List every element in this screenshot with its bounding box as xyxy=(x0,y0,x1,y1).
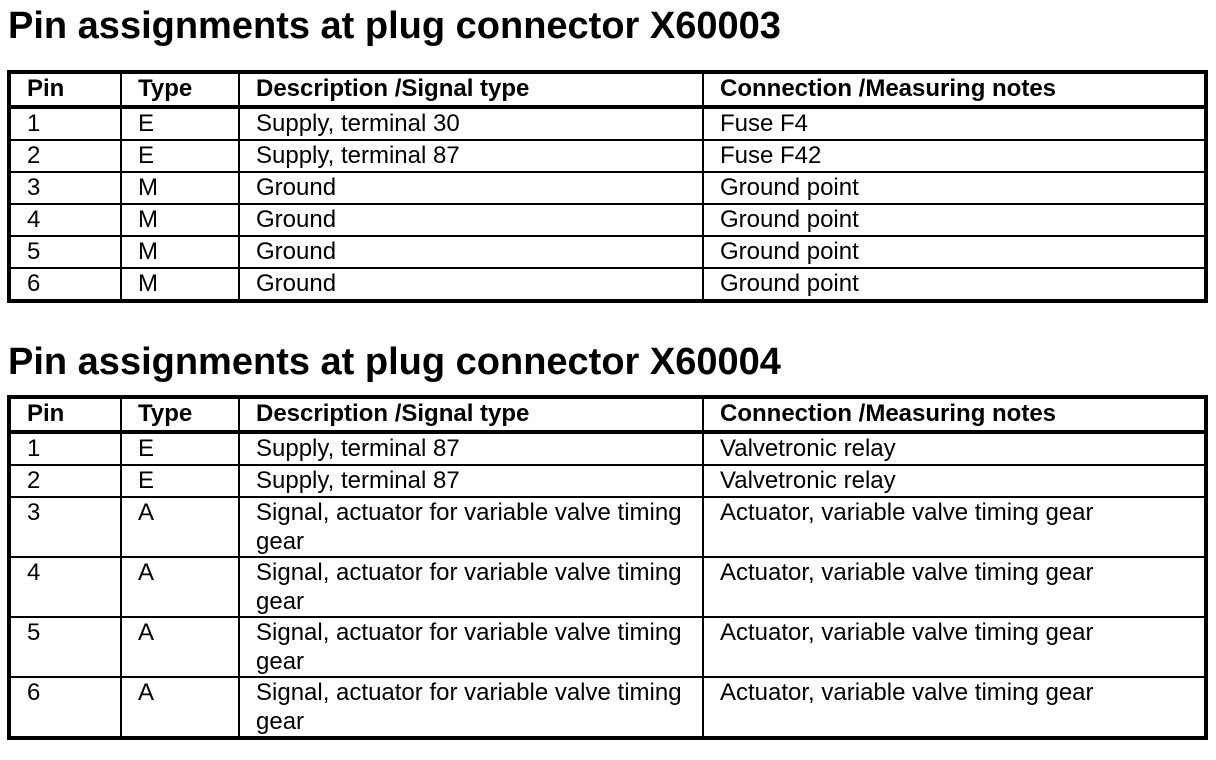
table-row xyxy=(9,107,1206,140)
table-row xyxy=(9,465,1206,497)
cell-type: M xyxy=(121,204,239,236)
column-header-connection: Connection /Measuring notes xyxy=(703,397,1206,432)
pin-table-x60003 xyxy=(7,70,1208,303)
table-row xyxy=(9,204,1206,236)
cell-connection: Actuator, variable valve timing gear xyxy=(703,557,1206,617)
cell-type: A xyxy=(121,677,239,738)
cell-pin: 2 xyxy=(9,465,121,497)
cell-description: Ground xyxy=(239,268,703,301)
table-row xyxy=(9,617,1206,677)
cell-type: E xyxy=(121,465,239,497)
cell-type: E xyxy=(121,107,239,140)
table-row xyxy=(9,677,1206,738)
table-header-row xyxy=(9,72,1206,107)
cell-pin: 1 xyxy=(9,432,121,465)
cell-connection: Actuator, variable valve timing gear xyxy=(703,617,1206,677)
cell-description: Signal, actuator for variable valve timing gear xyxy=(239,497,703,557)
cell-pin: 2 xyxy=(9,140,121,172)
cell-type: A xyxy=(121,557,239,617)
cell-connection: Actuator, variable valve timing gear xyxy=(703,497,1206,557)
cell-connection: Ground point xyxy=(703,268,1206,301)
cell-description: Ground xyxy=(239,172,703,204)
section-title-x60003: Pin assignments at plug connector X60003 xyxy=(8,5,781,47)
cell-connection: Valvetronic relay xyxy=(703,465,1206,497)
cell-connection: Fuse F4 xyxy=(703,107,1206,140)
cell-pin: 6 xyxy=(9,677,121,738)
cell-description: Signal, actuator for variable valve timing gear xyxy=(239,677,703,738)
cell-description: Ground xyxy=(239,236,703,268)
cell-connection: Ground point xyxy=(703,204,1206,236)
cell-pin: 4 xyxy=(9,204,121,236)
cell-type: A xyxy=(121,617,239,677)
column-header-pin: Pin xyxy=(9,397,121,432)
cell-type: E xyxy=(121,140,239,172)
cell-pin: 3 xyxy=(9,172,121,204)
cell-pin: 5 xyxy=(9,617,121,677)
cell-description: Signal, actuator for variable valve timing gear xyxy=(239,617,703,677)
table-row xyxy=(9,497,1206,557)
table-row xyxy=(9,236,1206,268)
cell-type: E xyxy=(121,432,239,465)
cell-description: Supply, terminal 30 xyxy=(239,107,703,140)
column-header-type: Type xyxy=(121,397,239,432)
table-row xyxy=(9,557,1206,617)
pin-table-x60004 xyxy=(7,395,1208,740)
cell-pin: 6 xyxy=(9,268,121,301)
column-header-type: Type xyxy=(121,72,239,107)
column-header-pin: Pin xyxy=(9,72,121,107)
cell-type: A xyxy=(121,497,239,557)
cell-pin: 1 xyxy=(9,107,121,140)
cell-description: Ground xyxy=(239,204,703,236)
table-header-row xyxy=(9,397,1206,432)
cell-description: Supply, terminal 87 xyxy=(239,465,703,497)
cell-type: M xyxy=(121,172,239,204)
table-row xyxy=(9,268,1206,301)
cell-description: Supply, terminal 87 xyxy=(239,140,703,172)
cell-pin: 5 xyxy=(9,236,121,268)
column-header-description: Description /Signal type xyxy=(239,397,703,432)
cell-description: Supply, terminal 87 xyxy=(239,432,703,465)
cell-connection: Ground point xyxy=(703,236,1206,268)
cell-type: M xyxy=(121,236,239,268)
cell-connection: Actuator, variable valve timing gear xyxy=(703,677,1206,738)
cell-pin: 4 xyxy=(9,557,121,617)
table-row xyxy=(9,140,1206,172)
cell-connection: Fuse F42 xyxy=(703,140,1206,172)
cell-pin: 3 xyxy=(9,497,121,557)
column-header-connection: Connection /Measuring notes xyxy=(703,72,1206,107)
cell-type: M xyxy=(121,268,239,301)
table-row xyxy=(9,172,1206,204)
column-header-description: Description /Signal type xyxy=(239,72,703,107)
section-title-x60004: Pin assignments at plug connector X60004 xyxy=(8,341,781,383)
table-row xyxy=(9,432,1206,465)
cell-description: Signal, actuator for variable valve timing gear xyxy=(239,557,703,617)
cell-connection: Ground point xyxy=(703,172,1206,204)
cell-connection: Valvetronic relay xyxy=(703,432,1206,465)
